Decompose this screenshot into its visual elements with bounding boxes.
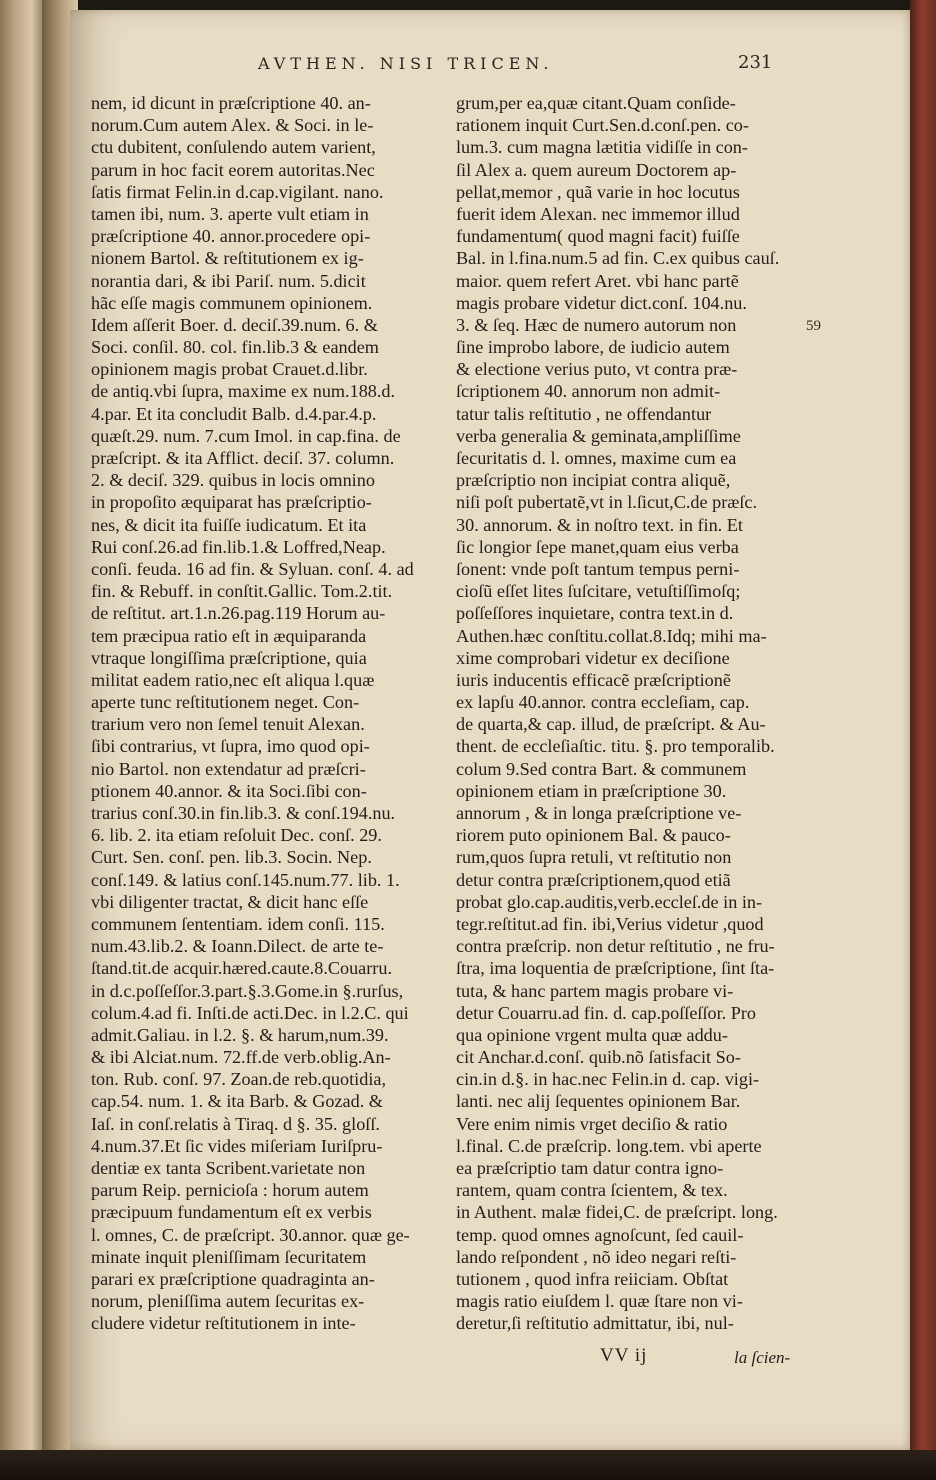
text-line: detur Couarru.ad fin. d. cap.poſſeſſor. Pro xyxy=(456,1002,757,1023)
text-line: Idem aſſerit Boer. d. deciſ.39.num. 6. & xyxy=(91,314,378,335)
text-line: 6. lib. 2. ita etiam reſoluit Dec. conſ. 29. xyxy=(91,825,382,846)
left-text-column xyxy=(91,92,441,1335)
text-line: tegr.reſtitut.ad fin. ibi,Verius videtur ,quod xyxy=(456,913,764,934)
margin-note: 59 xyxy=(806,318,821,334)
text-line: cioſũ eſſet lites ſuſcitare, vetuſtiſſimoſq; xyxy=(456,581,741,602)
text-line: Rui conſ.26.ad fin.lib.1.& Loffred,Neap. xyxy=(91,536,386,557)
text-line: hãc eſſe magis communem opinionem. xyxy=(91,292,373,313)
text-line: ſonent: vnde poſt tantum tempus perni- xyxy=(456,558,740,579)
text-line: 4.par. Et ita concludit Balb. d.4.par.4.p. xyxy=(91,403,377,424)
text-line: xime comprobari videtur ex deciſione xyxy=(456,647,730,668)
running-title: AVTHEN. NISI TRICEN. xyxy=(258,54,554,73)
text-line: 3. & ſeq. Hæc de numero autorum non xyxy=(456,314,737,335)
text-line: ſtand.tit.de acquir.hæred.caute.8.Couarru. xyxy=(91,958,393,979)
text-line: colum.4.ad fi. Inſti.de acti.Dec. in l.2.C. qui xyxy=(91,1002,409,1023)
text-line: ton. Rub. conſ. 97. Zoan.de reb.quotidia, xyxy=(91,1069,386,1090)
text-line: parari ex præſcriptione quadraginta an- xyxy=(91,1268,375,1289)
text-line: l. omnes, C. de præſcript. 30.annor. quæ ge- xyxy=(91,1224,410,1245)
text-line: quæſt.29. num. 7.cum Imol. in cap.fina. de xyxy=(91,425,401,446)
catchword: la ſcien- xyxy=(734,1348,791,1367)
text-line: ſibi contrarius, vt ſupra, imo quod opi- xyxy=(91,736,370,757)
text-line: lando reſpondent , nõ ideo negari reſti- xyxy=(456,1246,737,1267)
text-line: trarius conſ.30.in fin.lib.3. & conſ.194.nu. xyxy=(91,803,396,823)
text-line: ctu dubitent, conſulendo autem varient, xyxy=(91,137,376,158)
text-line: detur contra præſcriptionem,quod etiã xyxy=(456,869,731,890)
text-line: ptionem 40.annor. & ita Soci.ſibi con- xyxy=(91,780,367,801)
text-line: Soci. conſil. 80. col. fin.lib.3 & eandem xyxy=(91,337,379,358)
text-line: lum.3. cum magna lætitia vidiſſe in con- xyxy=(456,137,748,158)
text-line: vtraque longiſſima præſcriptione, quia xyxy=(91,647,367,668)
text-line: verba generalia & geminata,ampliſſime xyxy=(456,425,741,446)
text-line: ſine improbo labore, de iudicio autem xyxy=(456,337,730,358)
text-line: ſecuritatis d. l. omnes, maxime cum ea xyxy=(456,448,737,468)
text-line: fuerit idem Alexan. nec immemor illud xyxy=(456,203,740,224)
text-line: admit.Galiau. in l.2. §. & harum,num.39. xyxy=(91,1024,389,1045)
text-line: tatur talis reſtitutio , ne offendantur xyxy=(456,403,712,424)
text-line: parum Reip. pernicioſa : horum autem xyxy=(91,1180,369,1201)
text-line: vbi diligenter tractat, & dicit hanc eſſe xyxy=(91,891,369,912)
text-line: aperte tunc reſtitutionem neget. Con- xyxy=(91,692,360,713)
signature-mark: VV ij xyxy=(600,1345,648,1366)
text-line: l.final. C.de præſcrip. long.tem. vbi aperte xyxy=(456,1135,762,1156)
page-number: 231 xyxy=(738,52,773,73)
text-line: fundamentum( quod magni facit) fuiſſe xyxy=(456,226,740,247)
text-line: de antiq.vbi ſupra, maxime ex num.188.d. xyxy=(91,381,396,402)
text-line: poſſeſſores inquietare, contra text.in d. xyxy=(456,603,734,624)
text-line: præſcriptione 40. annor.procedere opi- xyxy=(91,226,371,247)
text-line: Bal. in l.fina.num.5 ad fin. C.ex quibus cauſ. xyxy=(456,248,780,269)
text-line: niſi poſt pubertatẽ,vt in l.ſicut,C.de præſc. xyxy=(456,492,758,513)
text-line: fin. & Rebuff. in conſtit.Gallic. Tom.2.tit. xyxy=(91,581,393,602)
text-line: Curt. Sen. conſ. pen. lib.3. Socin. Nep. xyxy=(91,847,372,868)
text-line: probat glo.cap.auditis,verb.eccleſ.de in in- xyxy=(456,891,763,912)
text-line: Authen.hæc conſtitu.collat.8.Idq; mihi ma- xyxy=(456,625,767,646)
text-line: cludere videtur reſtitutionem in inte- xyxy=(91,1313,356,1334)
text-line: tamen ibi, num. 3. aperte vult etiam in xyxy=(91,203,369,224)
text-line: præſcriptio non incipiat contra aliquẽ, xyxy=(456,470,731,491)
text-line: grum,per ea,quæ citant.Quam conſide- xyxy=(456,93,736,113)
text-line: temp. quod omnes agnoſcunt, ſed cauil- xyxy=(456,1224,744,1245)
text-line: communem ſententiam. idem conſi. 115. xyxy=(91,913,385,934)
text-line: de quarta,& cap. illud, de præſcript. & Au- xyxy=(456,714,766,735)
text-line: trarium vero non ſemel tenuit Alexan. xyxy=(91,714,365,735)
text-line: ſtra, ima loquentia de præſcriptione, ſint ſta- xyxy=(456,958,775,979)
text-line: opinionem magis probat Crauet.d.libr. xyxy=(91,359,368,380)
text-line: nem, id dicunt in præſcriptione 40. an- xyxy=(91,93,371,113)
text-line: in Authent. malæ fidei,C. de præſcript. long. xyxy=(456,1202,778,1223)
text-line: nionem Bartol. & reſtitutionem ex ig- xyxy=(91,248,364,269)
text-line: maior. quem refert Aret. vbi hanc partẽ xyxy=(456,270,739,291)
text-line: ſcriptionem 40. annorum non admit- xyxy=(456,381,721,402)
text-line: cin.in d.§. in hac.nec Felin.in d. cap. vigi- xyxy=(456,1069,760,1090)
text-line: tem præcipua ratio eſt in æquiparanda xyxy=(91,625,367,646)
text-line: conſ.149. & latius conſ.145.num.77. lib. 1. xyxy=(91,869,400,890)
text-line: rantem, quam contra ſcientem, & tex. xyxy=(456,1180,728,1201)
text-line: norum, pleniſſima autem ſecuritas ex- xyxy=(91,1291,365,1312)
text-line: 30. annorum. & in noſtro text. in fin. Et xyxy=(456,514,743,535)
text-line: qua opinione vrgent multa quæ addu- xyxy=(456,1024,728,1045)
text-line: pellat,memor , quã varie in hoc locutus xyxy=(456,181,740,202)
text-line: ſatis firmat Felin.in d.cap.vigilant. nano. xyxy=(91,181,384,202)
text-line: ſil Alex a. quem aureum Doctorem ap- xyxy=(456,159,737,180)
text-line: parum in hoc facit eorem autoritas.Nec xyxy=(91,159,375,180)
text-line: nes, & dicit ita fuiſſe iudicatum. Et ita xyxy=(91,514,367,535)
text-line: Iaſ. in conſ.relatis à Tiraq. d §. 35. gloſſ. xyxy=(91,1113,380,1134)
text-line: militat eadem ratio,nec eſt aliqua l.quæ xyxy=(91,669,375,690)
text-line: cit Anchar.d.conſ. quib.nõ ſatisfacit So- xyxy=(456,1047,741,1068)
text-line: Vere enim nimis vrget deciſio & ratio xyxy=(456,1113,728,1134)
text-line: dentiæ ex tanta Scribent.varietate non xyxy=(91,1158,366,1178)
left-page-edge xyxy=(0,0,42,1480)
text-line: riorem puto opinionem Bal. & pauco- xyxy=(456,825,731,846)
text-line: norantia dari, & ibi Pariſ. num. 5.dicit xyxy=(91,270,366,291)
text-line: & electione verius puto, vt contra præ- xyxy=(456,359,738,380)
text-line: colum 9.Sed contra Bart. & communem xyxy=(456,758,747,779)
text-line: ea præſcriptio tam datur contra igno- xyxy=(456,1158,724,1178)
scan-bottom-edge xyxy=(0,1450,936,1480)
text-line: num.43.lib.2. & Ioann.Dilect. de arte te- xyxy=(91,936,384,957)
text-line: præcipuum fundamentum eſt ex verbis xyxy=(91,1202,372,1223)
text-line: annorum , & in longa præſcriptione ve- xyxy=(456,803,742,823)
text-line: præſcript. & ita Afflict. deciſ. 37. column. xyxy=(91,448,395,468)
text-line: opinionem etiam in præſcriptione 30. xyxy=(456,780,727,801)
book-cover-edge xyxy=(910,0,936,1480)
text-line: lanti. nec alij ſequentes opinionem Bar. xyxy=(456,1091,741,1112)
text-line: contra præſcrip. non detur reſtitutio , ne fru- xyxy=(456,936,775,957)
text-line: minate inquit pleniſſimam ſecuritatem xyxy=(91,1246,367,1267)
text-line: in propoſito æquiparat has præſcriptio- xyxy=(91,492,372,513)
text-line: magis ratio eiuſdem l. quæ ſtare non vi- xyxy=(456,1291,743,1312)
text-line: rationem inquit Curt.Sen.d.conſ.pen. co- xyxy=(456,115,749,136)
text-line: magis probare videtur dict.conſ. 104.nu. xyxy=(456,292,747,313)
text-line: norum.Cum autem Alex. & Soci. in le- xyxy=(91,115,374,136)
text-line: ex lapſu 40.annor. contra eccleſiam, cap. xyxy=(456,692,750,713)
text-line: cap.54. num. 1. & ita Barb. & Gozad. & xyxy=(91,1091,383,1112)
text-line: 2. & deciſ. 329. quibus in locis omnino xyxy=(91,470,375,491)
text-line: thent. de eccleſiaſtic. titu. §. pro temporalib. xyxy=(456,736,775,757)
text-line: de reſtitut. art.1.n.26.pag.119 Horum au- xyxy=(91,603,386,624)
text-line: in d.c.poſſeſſor.3.part.§.3.Gome.in §.rurſus, xyxy=(91,980,404,1001)
right-text-column xyxy=(456,92,794,1335)
text-line: tuta, & hanc partem magis probare vi- xyxy=(456,980,734,1001)
text-line: nio Bartol. non extendatur ad præſcri- xyxy=(91,758,366,779)
text-line: conſi. feuda. 16 ad fin. & Syluan. conſ. 4. ad xyxy=(91,558,414,579)
text-line: deretur,ſi reſtitutio admittatur, ibi, nul- xyxy=(456,1313,734,1334)
text-line: & ibi Alciat.num. 72.ff.de verb.oblig.An- xyxy=(91,1047,391,1068)
text-line: iuris inducentis efficacẽ præſcriptionẽ xyxy=(456,669,731,690)
text-line: 4.num.37.Et ſic vides miſeriam Iuriſpru- xyxy=(91,1135,383,1156)
text-line: ſic longior ſepe manet,quam eius verba xyxy=(456,536,739,557)
text-line: tutionem , quod infra reiiciam. Obſtat xyxy=(456,1268,729,1289)
text-line: rum,quos ſupra retuli, vt reſtitutio non xyxy=(456,847,732,868)
